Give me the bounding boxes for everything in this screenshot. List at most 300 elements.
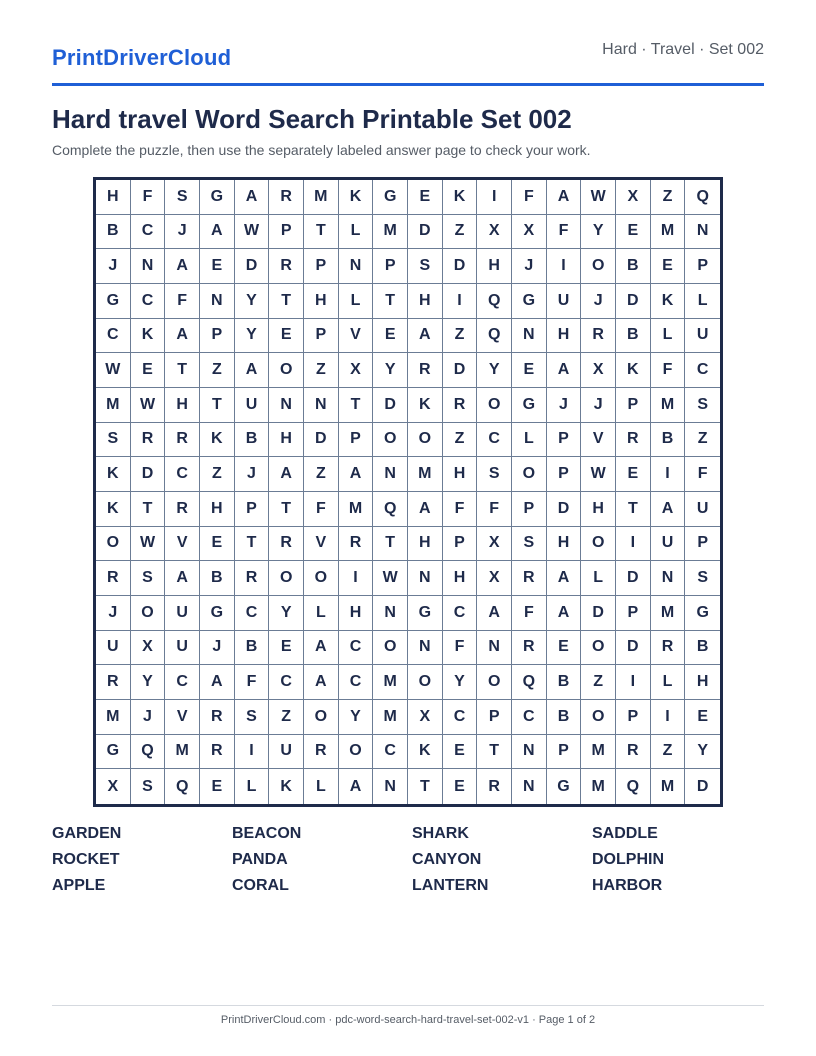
grid-cell: N (373, 769, 408, 804)
grid-cell: G (96, 284, 131, 319)
grid-cell: S (477, 457, 512, 492)
grid-cell: Q (477, 284, 512, 319)
grid-cell: F (165, 284, 200, 319)
grid-cell: L (304, 769, 339, 804)
grid-cell: C (339, 665, 374, 700)
grid-cell: I (547, 249, 582, 284)
grid-cell: P (547, 735, 582, 770)
grid-cell: C (96, 319, 131, 354)
grid-cell: H (96, 180, 131, 215)
grid-cell: R (269, 180, 304, 215)
grid-cell: D (373, 388, 408, 423)
grid-cell: B (547, 700, 582, 735)
grid-cell: B (616, 319, 651, 354)
grid-cell: M (651, 596, 686, 631)
grid-cell: K (96, 492, 131, 527)
grid-cell: Z (200, 353, 235, 388)
grid-cell: J (165, 215, 200, 250)
brand-logo-text[interactable]: PrintDriverCloud (52, 45, 232, 70)
grid-cell: K (96, 457, 131, 492)
grid-cell: U (165, 631, 200, 666)
grid-cell: Y (131, 665, 166, 700)
grid-cell: C (131, 215, 166, 250)
grid-cell: A (408, 492, 443, 527)
grid-cell: M (581, 735, 616, 770)
grid-cell: R (651, 631, 686, 666)
grid-cell: P (685, 527, 720, 562)
word-list-item: SADDLE (592, 825, 658, 842)
grid-cell: Y (269, 596, 304, 631)
grid-cell: F (547, 215, 582, 250)
grid-cell: S (131, 561, 166, 596)
grid-cell: U (685, 492, 720, 527)
grid-cell: C (165, 457, 200, 492)
grid-cell: L (651, 319, 686, 354)
grid-cell: B (235, 423, 270, 458)
grid-cell: P (547, 457, 582, 492)
grid-cell: Z (304, 457, 339, 492)
grid-cell: N (304, 388, 339, 423)
grid-cell: I (651, 700, 686, 735)
grid-cell: T (339, 388, 374, 423)
grid-cell: S (235, 700, 270, 735)
grid-cell: R (235, 561, 270, 596)
grid-cell: P (512, 492, 547, 527)
grid-cell: R (616, 735, 651, 770)
grid-cell: U (651, 527, 686, 562)
grid-cell: P (235, 492, 270, 527)
grid-cell: F (235, 665, 270, 700)
grid-cell: M (339, 492, 374, 527)
grid-cell: N (512, 319, 547, 354)
grid-cell: J (512, 249, 547, 284)
grid-cell: T (373, 527, 408, 562)
grid-cell: U (269, 735, 304, 770)
grid-cell: W (131, 388, 166, 423)
grid-cell: O (477, 388, 512, 423)
grid-cell: Q (373, 492, 408, 527)
grid-cell: X (616, 180, 651, 215)
grid-cell: P (304, 249, 339, 284)
grid-cell: M (651, 769, 686, 804)
grid-cell: C (443, 596, 478, 631)
grid-cell: F (131, 180, 166, 215)
grid-cell: Q (165, 769, 200, 804)
grid-cell: T (304, 215, 339, 250)
grid-cell: R (581, 319, 616, 354)
grid-cell: A (547, 561, 582, 596)
grid-cell: Y (373, 353, 408, 388)
grid-cell: G (547, 769, 582, 804)
grid-cell: U (685, 319, 720, 354)
grid-cell: I (235, 735, 270, 770)
breadcrumb: Hard · Travel · Set 002 (602, 41, 764, 58)
grid-cell: R (616, 423, 651, 458)
grid-cell: M (408, 457, 443, 492)
grid-cell: S (131, 769, 166, 804)
grid-cell: M (304, 180, 339, 215)
grid-cell: G (408, 596, 443, 631)
grid-cell: D (408, 215, 443, 250)
grid-cell: V (304, 527, 339, 562)
grid-cell: D (616, 631, 651, 666)
grid-cell: O (269, 561, 304, 596)
grid-cell: U (547, 284, 582, 319)
grid-cell: Z (269, 700, 304, 735)
grid-cell: E (651, 249, 686, 284)
grid-cell: K (131, 319, 166, 354)
page-footer: PrintDriverCloud.com · pdc-word-search-hard-travel-set-002-v1 · Page 1 of 2 (220, 1014, 596, 1026)
grid-cell: X (408, 700, 443, 735)
grid-cell: M (581, 769, 616, 804)
grid-cell: T (131, 492, 166, 527)
grid-cell: D (443, 353, 478, 388)
grid-cell: J (131, 700, 166, 735)
grid-cell: F (477, 492, 512, 527)
grid-cell: O (581, 249, 616, 284)
grid-cell: A (547, 353, 582, 388)
grid-cell: A (235, 353, 270, 388)
grid-cell: X (477, 561, 512, 596)
grid-cell: P (304, 319, 339, 354)
grid-cell: B (651, 423, 686, 458)
grid-cell: O (373, 631, 408, 666)
grid-cell: F (304, 492, 339, 527)
grid-cell: W (235, 215, 270, 250)
grid-cell: P (547, 423, 582, 458)
grid-cell: P (443, 527, 478, 562)
grid-cell: Z (685, 423, 720, 458)
grid-cell: S (165, 180, 200, 215)
grid-cell: D (616, 284, 651, 319)
grid-cell: E (443, 735, 478, 770)
grid-cell: M (373, 215, 408, 250)
grid-cell: K (616, 353, 651, 388)
word-list-item: HARBOR (592, 877, 663, 894)
grid-cell: P (616, 596, 651, 631)
grid-cell: G (512, 388, 547, 423)
word-list-item: CANYON (412, 851, 482, 868)
grid-cell: H (304, 284, 339, 319)
grid-cell: H (443, 457, 478, 492)
grid-cell: E (443, 769, 478, 804)
grid-cell: R (269, 527, 304, 562)
grid-cell: J (581, 388, 616, 423)
grid-cell: D (696, 777, 709, 795)
grid-cell: S (685, 388, 720, 423)
grid-cell: C (685, 353, 720, 388)
grid-cell: N (512, 769, 547, 804)
grid-cell: J (200, 631, 235, 666)
grid-cell: L (339, 215, 374, 250)
grid-cell: O (581, 700, 616, 735)
word-list-item: CORAL (232, 877, 289, 894)
grid-cell: R (200, 735, 235, 770)
grid-cell: N (651, 561, 686, 596)
grid-cell: R (165, 492, 200, 527)
grid-cell: A (304, 631, 339, 666)
grid-cell: C (373, 735, 408, 770)
grid-cell: L (581, 561, 616, 596)
grid-cell: N (373, 596, 408, 631)
grid-cell: E (685, 700, 720, 735)
grid-cell: O (304, 700, 339, 735)
grid-cell: G (96, 735, 131, 770)
grid-cell: G (200, 180, 235, 215)
grid-cell: R (96, 665, 131, 700)
grid-cell: C (443, 700, 478, 735)
grid-cell: L (235, 769, 270, 804)
grid-cell: J (581, 284, 616, 319)
grid-cell: Z (443, 319, 478, 354)
grid-cell: C (131, 284, 166, 319)
grid-cell: O (131, 596, 166, 631)
grid-cell: N (200, 284, 235, 319)
grid-cell: A (477, 596, 512, 631)
grid-cell: X (339, 353, 374, 388)
grid-cell: R (408, 353, 443, 388)
word-list-item: LANTERN (412, 877, 489, 894)
grid-cell: A (269, 457, 304, 492)
grid-cell: R (200, 700, 235, 735)
word-list-item: DOLPHIN (592, 851, 664, 868)
grid-cell: N (408, 631, 443, 666)
grid-cell: A (547, 180, 582, 215)
word-list-item: PANDA (232, 851, 288, 868)
page-header (52, 38, 764, 86)
grid-cell: A (200, 665, 235, 700)
grid-cell: Z (443, 215, 478, 250)
grid-cell: W (373, 561, 408, 596)
grid-cell: I (616, 665, 651, 700)
grid-cell: B (685, 631, 720, 666)
grid-cell: N (339, 249, 374, 284)
grid-cell: J (235, 457, 270, 492)
grid-cell: D (235, 249, 270, 284)
grid-cell: F (651, 353, 686, 388)
grid-cell: X (96, 769, 131, 804)
grid-cell: O (408, 423, 443, 458)
grid-cell: N (373, 457, 408, 492)
grid-cell: K (408, 388, 443, 423)
grid-cell: B (96, 215, 131, 250)
grid-cell: I (616, 527, 651, 562)
word-list-item: BEACON (232, 825, 302, 842)
grid-cell: G (373, 180, 408, 215)
grid-cell: A (304, 665, 339, 700)
grid-cell: N (408, 561, 443, 596)
grid-cell: A (235, 180, 270, 215)
grid-cell: W (581, 457, 616, 492)
grid-cell: O (477, 665, 512, 700)
grid-cell: Y (339, 700, 374, 735)
grid-cell: K (443, 180, 478, 215)
grid-cell: Q (512, 665, 547, 700)
grid-cell: H (339, 596, 374, 631)
grid-cell: W (96, 353, 131, 388)
grid-cell: L (685, 284, 720, 319)
grid-cell: E (373, 319, 408, 354)
grid-cell: D (443, 249, 478, 284)
grid-cell: J (547, 388, 582, 423)
grid-cell: O (581, 631, 616, 666)
grid-cell: T (200, 388, 235, 423)
grid-cell: K (339, 180, 374, 215)
grid-cell: E (512, 353, 547, 388)
word-list-item: ROCKET (52, 851, 120, 868)
grid-cell: T (408, 769, 443, 804)
grid-cell: N (131, 249, 166, 284)
grid-cell: V (581, 423, 616, 458)
grid-cell: L (304, 596, 339, 631)
page-subtitle: Complete the puzzle, then use the separately labeled answer page to check your work. (52, 142, 591, 158)
grid-cell: Q (616, 769, 651, 804)
grid-cell: M (165, 735, 200, 770)
grid-cell: X (512, 215, 547, 250)
word-search-grid (93, 177, 723, 807)
grid-cell: T (477, 735, 512, 770)
grid-cell: F (443, 492, 478, 527)
grid-cell: V (165, 700, 200, 735)
grid-cell: R (443, 388, 478, 423)
grid-cell: R (477, 769, 512, 804)
grid-cell: L (339, 284, 374, 319)
grid-cell: T (269, 492, 304, 527)
grid-cell: N (685, 215, 720, 250)
grid-cell: Z (304, 353, 339, 388)
grid-cell: A (165, 561, 200, 596)
grid-cell: S (685, 561, 720, 596)
grid-cell: D (616, 561, 651, 596)
grid-cell: R (339, 527, 374, 562)
grid-cell: V (165, 527, 200, 562)
grid-cell: N (269, 388, 304, 423)
grid-cell: C (477, 423, 512, 458)
grid-cell: V (339, 319, 374, 354)
grid-cell: Z (443, 423, 478, 458)
grid-cell: I (477, 180, 512, 215)
grid-cell: X (131, 631, 166, 666)
grid-cell: A (547, 596, 582, 631)
grid-cell: Z (651, 735, 686, 770)
grid-cell: P (616, 388, 651, 423)
grid-cell: U (96, 631, 131, 666)
grid-cell: P (373, 249, 408, 284)
grid-cell: E (616, 457, 651, 492)
grid-cell: Z (581, 665, 616, 700)
grid-cell: T (269, 284, 304, 319)
grid-cell: G (512, 284, 547, 319)
footer-divider (52, 1005, 764, 1006)
grid-cell: P (685, 249, 720, 284)
grid-cell: E (269, 631, 304, 666)
grid-cell: T (235, 527, 270, 562)
grid-cell: F (512, 596, 547, 631)
grid-cell: M (96, 700, 131, 735)
grid-cell: Y (477, 353, 512, 388)
grid-cell: M (373, 665, 408, 700)
grid-cell: Z (200, 457, 235, 492)
grid-cell: M (373, 700, 408, 735)
grid-cell: G (685, 596, 720, 631)
grid-cell: A (200, 215, 235, 250)
grid-cell: I (651, 457, 686, 492)
grid-cell: O (581, 527, 616, 562)
grid-cell: E (200, 249, 235, 284)
word-list-item: APPLE (52, 877, 106, 894)
grid-cell: L (512, 423, 547, 458)
grid-cell: X (477, 215, 512, 250)
grid-cell: W (131, 527, 166, 562)
grid-cell: I (339, 561, 374, 596)
grid-cell: E (269, 319, 304, 354)
grid-cell: B (235, 631, 270, 666)
grid-cell: Q (477, 319, 512, 354)
grid-cell: E (616, 215, 651, 250)
grid-cell: K (408, 735, 443, 770)
grid-cell: M (651, 215, 686, 250)
grid-cell: R (165, 423, 200, 458)
grid-cell: T (373, 284, 408, 319)
grid-cell: B (200, 561, 235, 596)
grid-cell: O (304, 561, 339, 596)
grid-cell: C (512, 700, 547, 735)
grid-cell: A (165, 249, 200, 284)
grid-cell: C (235, 596, 270, 631)
word-list-item: GARDEN (52, 825, 122, 842)
grid-cell: D (131, 457, 166, 492)
grid-cell: H (200, 492, 235, 527)
grid-cell: A (339, 457, 374, 492)
grid-cell: F (443, 631, 478, 666)
grid-cell: Y (581, 215, 616, 250)
grid-cell: J (96, 249, 131, 284)
grid-cell: B (616, 249, 651, 284)
grid-cell: X (477, 527, 512, 562)
grid-cell: Q (131, 735, 166, 770)
grid-cell: P (269, 215, 304, 250)
grid-cell: R (512, 631, 547, 666)
grid-cell: D (581, 596, 616, 631)
grid-cell: H (581, 492, 616, 527)
grid-cell: O (408, 665, 443, 700)
grid-cell: D (304, 423, 339, 458)
grid-cell: H (408, 527, 443, 562)
grid-cell: B (547, 665, 582, 700)
grid-cell: O (373, 423, 408, 458)
grid-cell: E (547, 631, 582, 666)
grid-cell: E (131, 353, 166, 388)
grid-cell: K (269, 769, 304, 804)
grid-cell: E (408, 180, 443, 215)
grid-cell: X (581, 353, 616, 388)
grid-cell: S (408, 249, 443, 284)
grid-cell: H (547, 319, 582, 354)
grid-cell: H (408, 284, 443, 319)
grid-cell: S (512, 527, 547, 562)
grid-cell: O (96, 527, 131, 562)
grid-cell: M (651, 388, 686, 423)
grid-cell: H (165, 388, 200, 423)
grid-cell: R (304, 735, 339, 770)
grid-cell: O (512, 457, 547, 492)
grid-cell: S (96, 423, 131, 458)
grid-cell: O (269, 353, 304, 388)
grid-cell: H (685, 665, 720, 700)
grid-cell: W (581, 180, 616, 215)
grid-cell: R (269, 249, 304, 284)
grid-cell: O (339, 735, 374, 770)
